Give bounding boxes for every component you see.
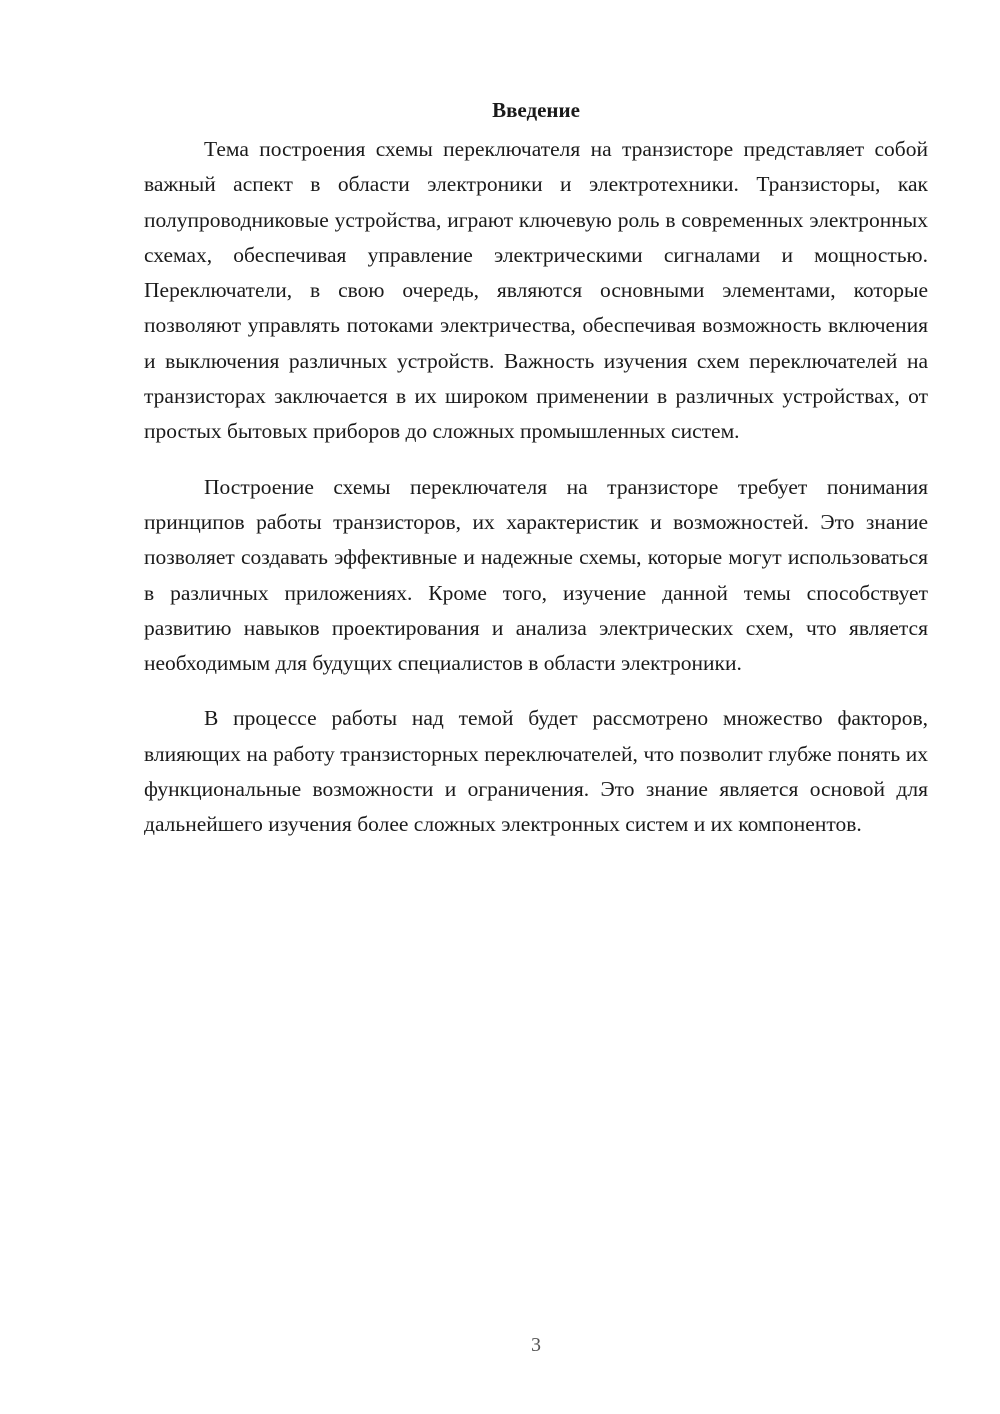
- paragraph-2: Построение схемы переключателя на транзисторе требует понимания принципов работы транзисторов, их характеристик и возможностей. Это знание позволяет создавать эффективные и надежные схемы, которые могут использоваться в различных приложениях. Кроме того, изучение данной темы способствует развитию навыков проектирования и анализа электрических схем, что является необходимым для будущих специалистов в области электроники.: [144, 474, 928, 676]
- paragraph-3: В процессе работы над темой будет рассмотрено множество факторов, влияющих на работу транзисторных переключателей, что позволит глубже понять их функциональные возможности и ограничения. Это знание является основой для дальнейшего изучения более сложных электронных систем и их компонентов.: [144, 706, 928, 837]
- paragraph-1: Тема построения схемы переключателя на транзисторе представляет собой важный аспект в области электроники и электротехники. Транзисторы, как полупроводниковые устройства, играют ключевую роль в современных электронных схемах, обеспечивая управление электрическими сигналами и мощностью. Переключатели, в свою очередь, являются основными элементами, которые позволяют управлять потоками электричества, обеспечивая возможность включения и выключения различных устройств. Важность изучения схем переключателей на транзисторах заключается в их широком применении в различных устройствах, от простых бытовых приборов до сложных промышленных систем.: [144, 137, 928, 444]
- section-title: Введение: [492, 98, 580, 122]
- document-body: [144, 92, 928, 843]
- page-number: 3: [531, 1334, 541, 1356]
